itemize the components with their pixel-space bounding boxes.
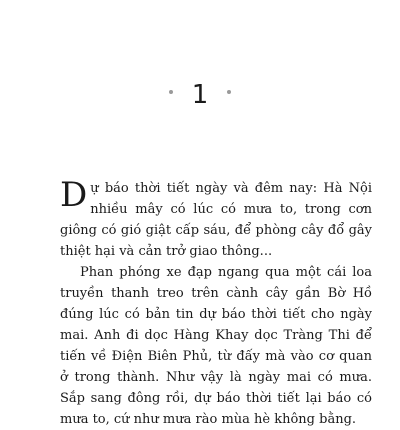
ornament-dot-right: [227, 90, 231, 94]
ornament-dot-left: [169, 90, 173, 94]
paragraph-1-text: ự báo thời tiết ngày và đêm nay: Hà Nội nhiều mây có lúc có mưa to, trong cơn giông có gió giật cấp sáu, để phòng cây đổ gây thiệt hại và cản trở giao thông...: [60, 181, 372, 259]
drop-cap: D: [60, 175, 88, 215]
paragraph-1: [60, 175, 372, 262]
chapter-heading: [0, 80, 400, 116]
paragraph-2: Phan phóng xe đạp ngang qua một cái loa truyền thanh treo trên cành cây gần Bờ Hồ đúng lúc có bản tin dự báo thời tiết cho ngày mai. Anh đi dọc Hàng Khay dọc Tràng Thi để tiến về Điện Biên Phủ, từ đấy mà vào cơ quan ở trong thành. Như vậy là ngày mai có mưa. Sắp sang đông rồi, dự báo thời tiết lại báo có mưa to, cứ như mưa rào mùa hè không bằng.: [60, 265, 372, 427]
body-text: [60, 175, 372, 430]
chapter-number: 1: [191, 80, 209, 110]
